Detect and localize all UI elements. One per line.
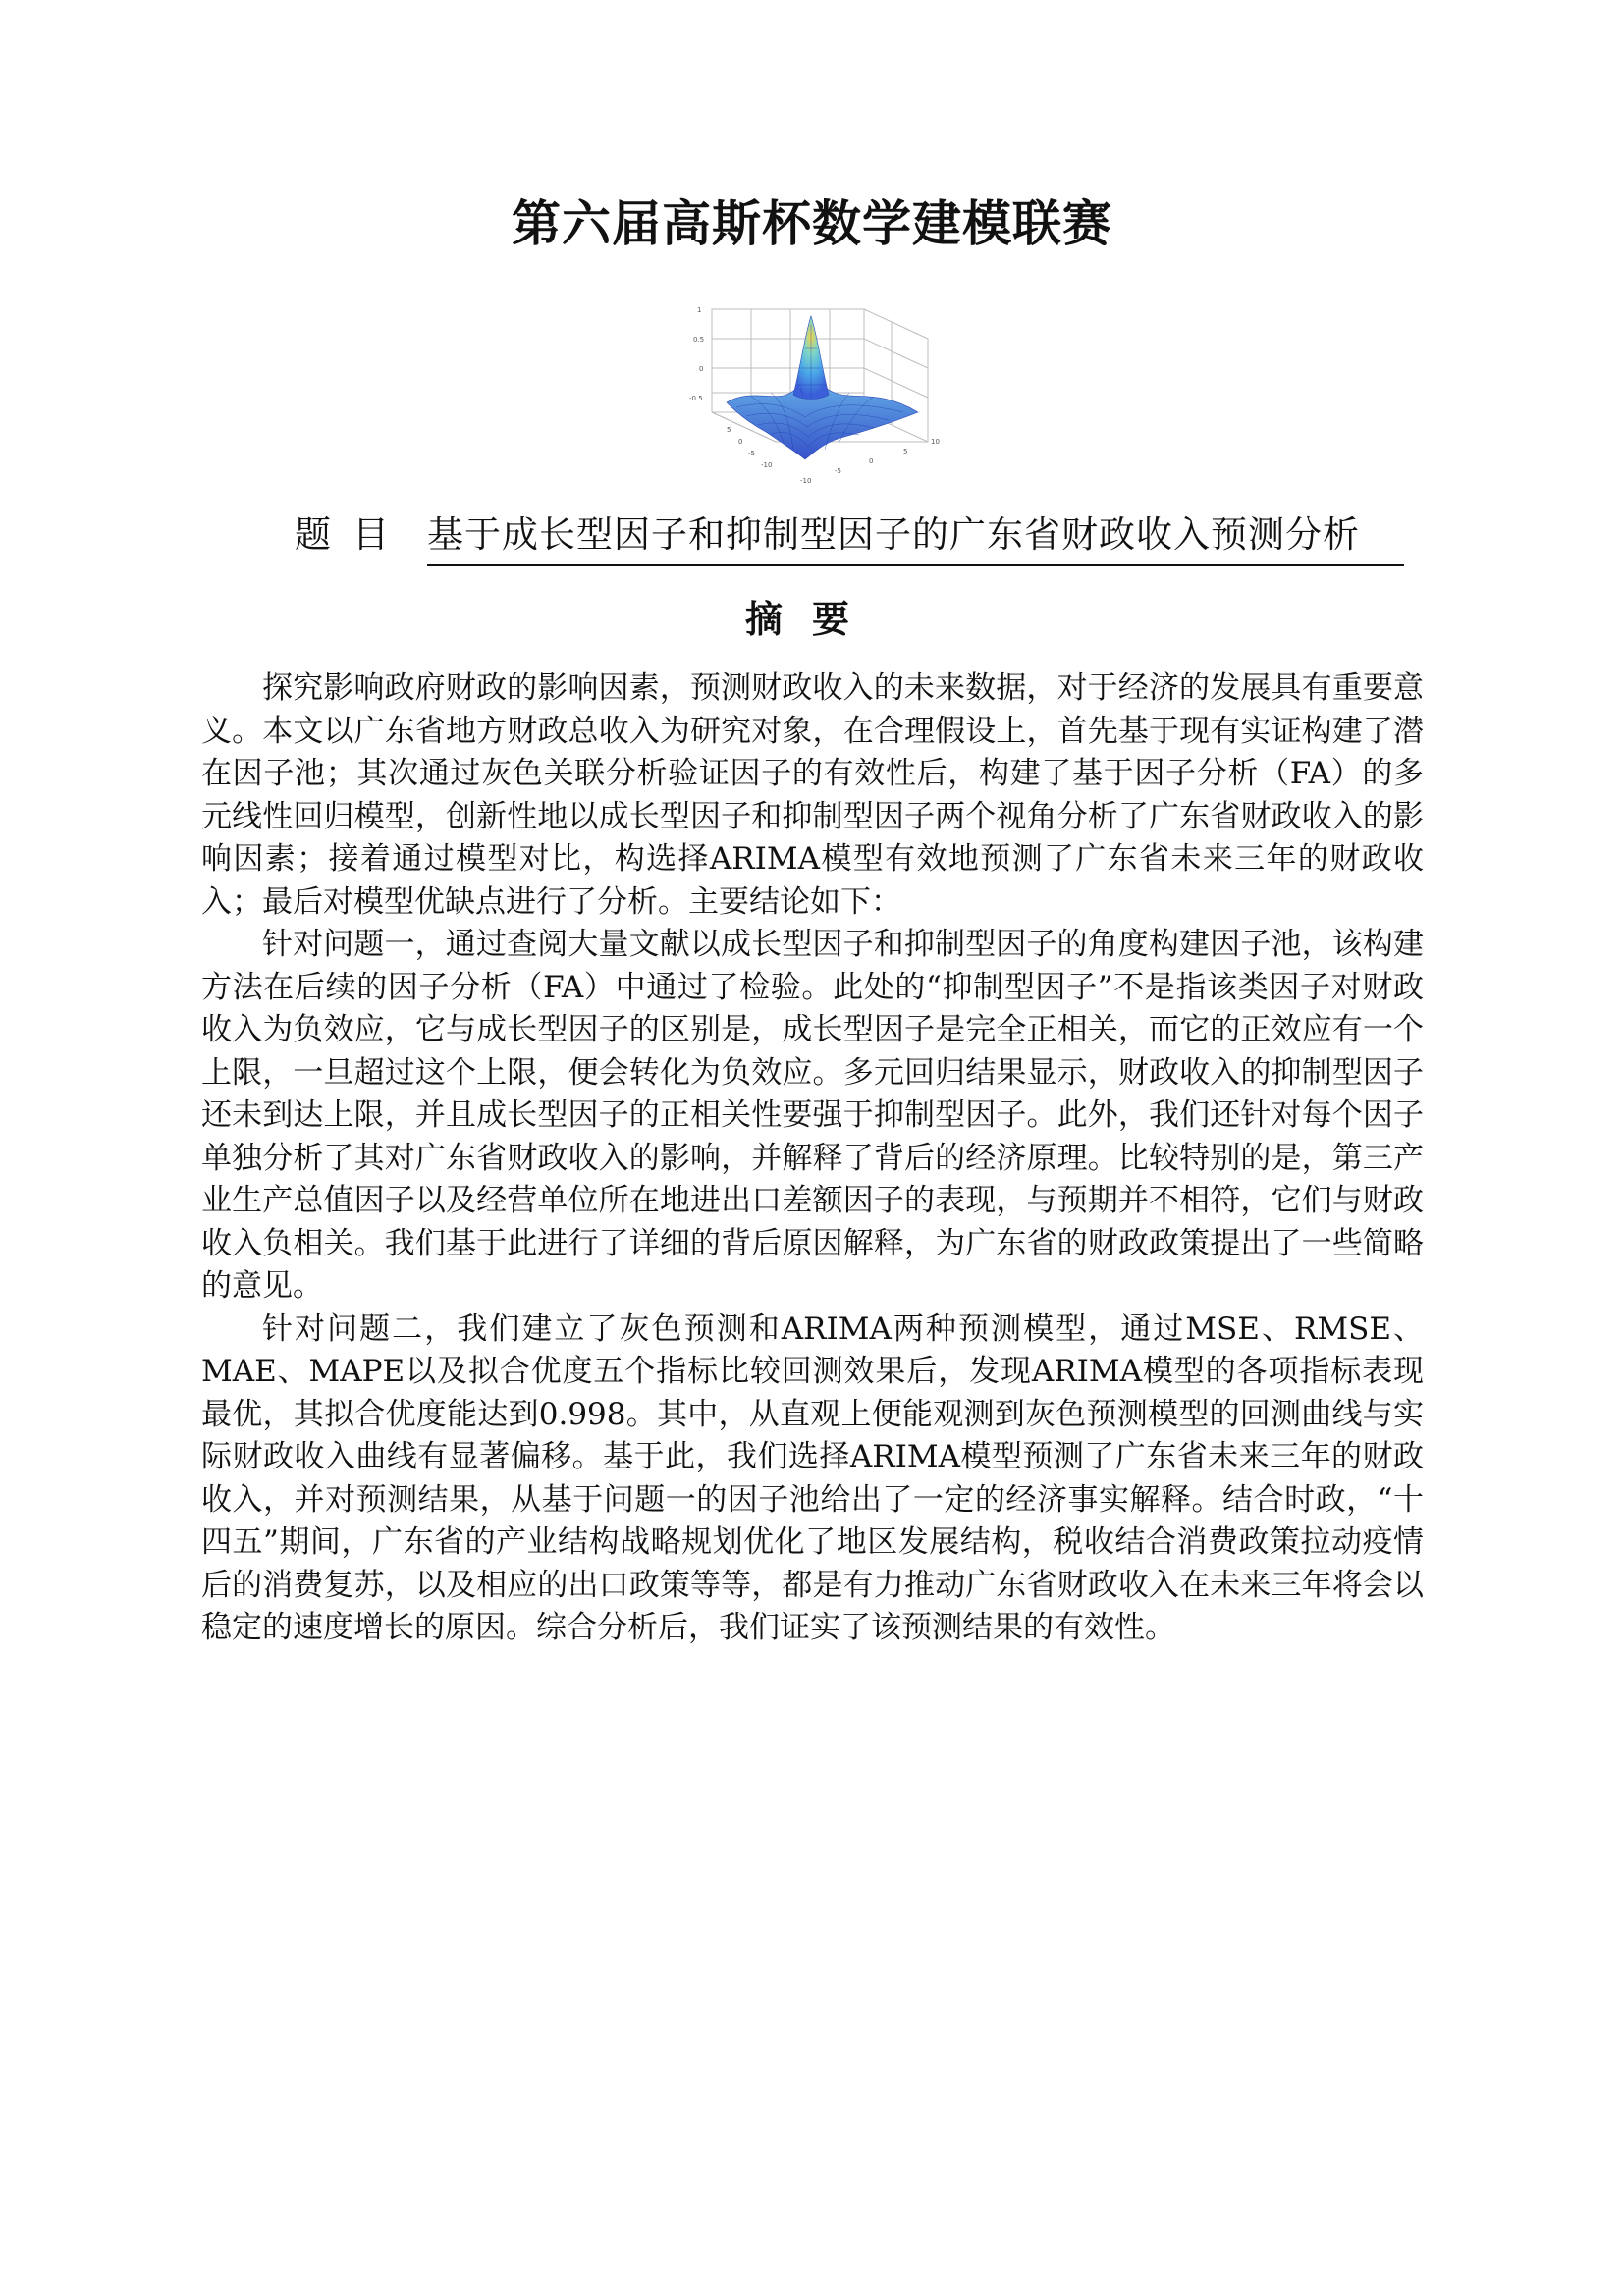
tick-label: 0.5 bbox=[693, 336, 705, 344]
3d-surface-plot-icon bbox=[668, 294, 962, 491]
abstract-paragraph: 针对问题一，通过查阅大量文献以成长型因子和抑制型因子的角度构建因子池，该构建方法在后续的因子分析（FA）中通过了检验。此处的“抑制型因子”不是指该类因子对财政收入为负效应，它与成长型因子的区别是，成长型因子是完全正相关，而它的正效应有一个上限，一旦超过这个上限，便会转化为负效应。多元回归结果显示，财政收入的抑制型因子还未到达上限，并且成长型因子的正相关性要强于抑制型因子。此外，我们还针对每个因子单独分析了其对广东省财政收入的影响，并解释了背后的经济原理。比较特别的是，第三产业生产总值因子以及经营单位所在地进出口差额因子的表现，与预期并不相符，它们与财政收入负相关。我们基于此进行了详细的背后原因解释，为广东省的财政政策提出了一些简略的意见。 bbox=[201, 927, 1424, 1304]
tick-label: 1 bbox=[697, 306, 702, 314]
tick-label: 0 bbox=[699, 365, 704, 373]
tick-label: -5 bbox=[748, 450, 755, 457]
page-title: 第六届高斯杯数学建模联赛 bbox=[512, 195, 1112, 252]
abstract-paragraph: 探究影响政府财政的影响因素，预测财政收入的未来数据，对于经济的发展具有重要意义。本文以广东省地方财政总收入为研究对象，在合理假设上，首先基于现有实证构建了潜在因子池；其次通过灰色关联分析验证因子的有效性后，构建了基于因子分析（FA）的多元线性回归模型，创新性地以成长型因子和抑制型因子两个视角分析了广东省财政收入的影响因素；接着通过模型对比，构选择ARIMA模型有效地预测了广东省未来三年的财政收入；最后对模型优缺点进行了分析。主要结论如下： bbox=[201, 670, 1424, 920]
tick-label: 0 bbox=[738, 438, 743, 446]
topic-row bbox=[295, 506, 1404, 564]
tick-label: -0.5 bbox=[689, 395, 703, 402]
tick-label: -5 bbox=[835, 467, 841, 475]
surface-plot-logo bbox=[668, 294, 962, 491]
tick-label: 5 bbox=[903, 448, 908, 455]
topic-value: 基于成长型因子和抑制型因子的广东省财政收入预测分析 bbox=[427, 506, 1404, 566]
tick-label: 10 bbox=[931, 438, 940, 446]
topic-label: 题目 bbox=[295, 513, 410, 556]
tick-label: -10 bbox=[761, 461, 773, 469]
abstract-body bbox=[201, 667, 1424, 1650]
abstract-paragraph: 针对问题二，我们建立了灰色预测和ARIMA两种预测模型，通过MSE、RMSE、MAE、MAPE以及拟合优度五个指标比较回测效果后，发现ARIMA模型的各项指标表现最优，其拟合优度能达到0.998。其中，从直观上便能观测到灰色预测模型的回测曲线与实际财政收入曲线有显著偏移。基于此，我们选择ARIMA模型预测了广东省未来三年的财政收入，并对预测结果，从基于问题一的因子池给出了一定的经济事实解释。结合时政，“十四五”期间，广东省的产业结构战略规划优化了地区发展结构，税收结合消费政策拉动疫情后的消费复苏，以及相应的出口政策等等，都是有力推动广东省财政收入在未来三年将会以稳定的速度增长的原因。综合分析后，我们证实了该预测结果的有效性。 bbox=[201, 1310, 1424, 1645]
tick-label: -10 bbox=[800, 477, 812, 485]
tick-label: 0 bbox=[869, 457, 874, 465]
tick-label: 5 bbox=[727, 426, 731, 434]
abstract-heading: 摘要 bbox=[744, 598, 879, 641]
